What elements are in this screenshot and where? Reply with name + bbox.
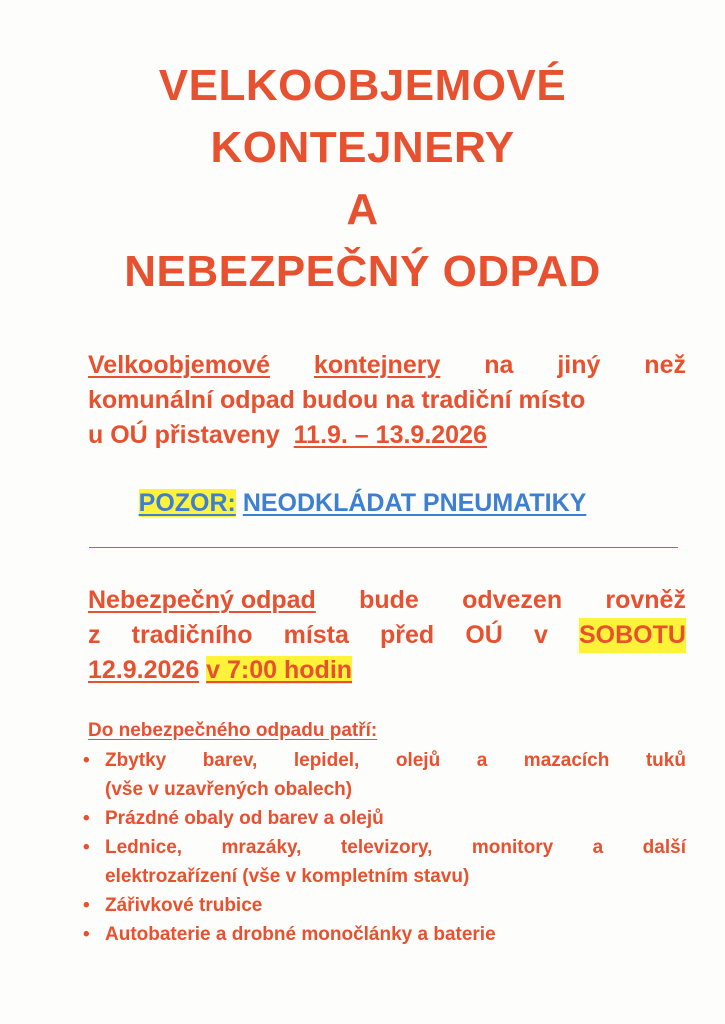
list-word: mrazáky,	[221, 837, 302, 858]
hazardous-word: bude	[359, 586, 419, 614]
containers-word: jiný	[557, 351, 601, 379]
list-word: a	[592, 837, 604, 858]
hazardous-day-highlight: SOBOTU	[579, 618, 686, 653]
list-word: tuků	[645, 750, 686, 771]
hazardous-word: odvezen	[462, 586, 563, 614]
divider-line	[89, 547, 678, 548]
hazardous-word: tradičního	[131, 621, 253, 649]
list-word: lepidel,	[293, 750, 360, 771]
containers-date: 11.9. – 13.9.2026	[293, 421, 487, 449]
list-item-text: Autobaterie a drobné monočlánky a baterie	[105, 924, 496, 945]
list-item	[83, 920, 686, 949]
bullet-icon: •	[83, 750, 90, 771]
hazardous-line-2	[88, 618, 686, 653]
title-line-3: A	[346, 185, 379, 234]
list-word: a	[476, 750, 488, 771]
list-word: barev,	[202, 750, 258, 771]
hazardous-word: OÚ	[465, 621, 503, 649]
hazardous-word: z	[88, 621, 101, 649]
bullet-icon: •	[83, 837, 90, 858]
list-item	[83, 746, 686, 804]
list-item-line	[105, 746, 686, 775]
hazardous-keyword: Nebezpečný odpad	[88, 586, 316, 614]
list-word: Lednice,	[105, 837, 183, 858]
list-item-line	[105, 833, 686, 862]
containers-keyword: Velkoobjemové	[88, 351, 271, 379]
containers-line-2: komunální odpad budou na tradiční místo	[88, 386, 586, 414]
containers-word: na	[484, 351, 514, 379]
bullet-icon: •	[83, 895, 90, 916]
hazardous-time-highlight: v 7:00 hodin	[206, 656, 353, 684]
list-word: další	[642, 837, 686, 858]
hazardous-word: před	[380, 621, 435, 649]
list-item-line-2: elektrozařízení (vše v kompletním stavu)	[105, 866, 470, 887]
list-item	[83, 804, 686, 833]
hazardous-line-3	[88, 653, 686, 688]
bullet-icon: •	[83, 924, 90, 945]
hazardous-word: v	[533, 621, 548, 649]
warning-notice	[0, 486, 725, 520]
list-word: Zbytky	[105, 750, 167, 771]
list-word: monitory	[471, 837, 554, 858]
hazardous-line-1	[88, 583, 686, 618]
containers-word: než	[644, 351, 686, 379]
title-line-1: VELKOOBJEMOVÉ	[158, 61, 567, 110]
containers-paragraph	[88, 348, 686, 453]
title-line-2: KONTEJNERY	[210, 123, 515, 172]
hazardous-items-list	[83, 746, 686, 949]
containers-line-1	[88, 348, 686, 383]
warning-text: NEODKLÁDAT PNEUMATIKY	[242, 489, 587, 517]
list-word: televizory,	[340, 837, 433, 858]
hazardous-word: rovněž	[605, 586, 686, 614]
list-word: olejů	[395, 750, 441, 771]
list-word: mazacích	[523, 750, 610, 771]
bullet-icon: •	[83, 808, 90, 829]
containers-line-3	[88, 418, 686, 453]
warning-label: POZOR:	[138, 489, 236, 517]
list-heading: Do nebezpečného odpadu patří:	[88, 720, 378, 741]
containers-keyword-2: kontejnery	[313, 351, 441, 379]
hazardous-paragraph	[88, 583, 686, 688]
containers-line-3-text: u OÚ přistaveny	[88, 421, 280, 449]
list-item	[83, 891, 686, 920]
list-item	[83, 833, 686, 891]
list-item-line-2: (vše v uzavřených obalech)	[105, 779, 353, 800]
hazardous-date: 12.9.2026	[88, 656, 200, 684]
list-item-text: Prázdné obaly od barev a olejů	[105, 808, 384, 829]
hazardous-word: místa	[283, 621, 349, 649]
title-line-4: NEBEZPEČNÝ ODPAD	[124, 247, 601, 296]
poster-title	[0, 55, 725, 303]
list-item-text: Zářivkové trubice	[105, 895, 263, 916]
